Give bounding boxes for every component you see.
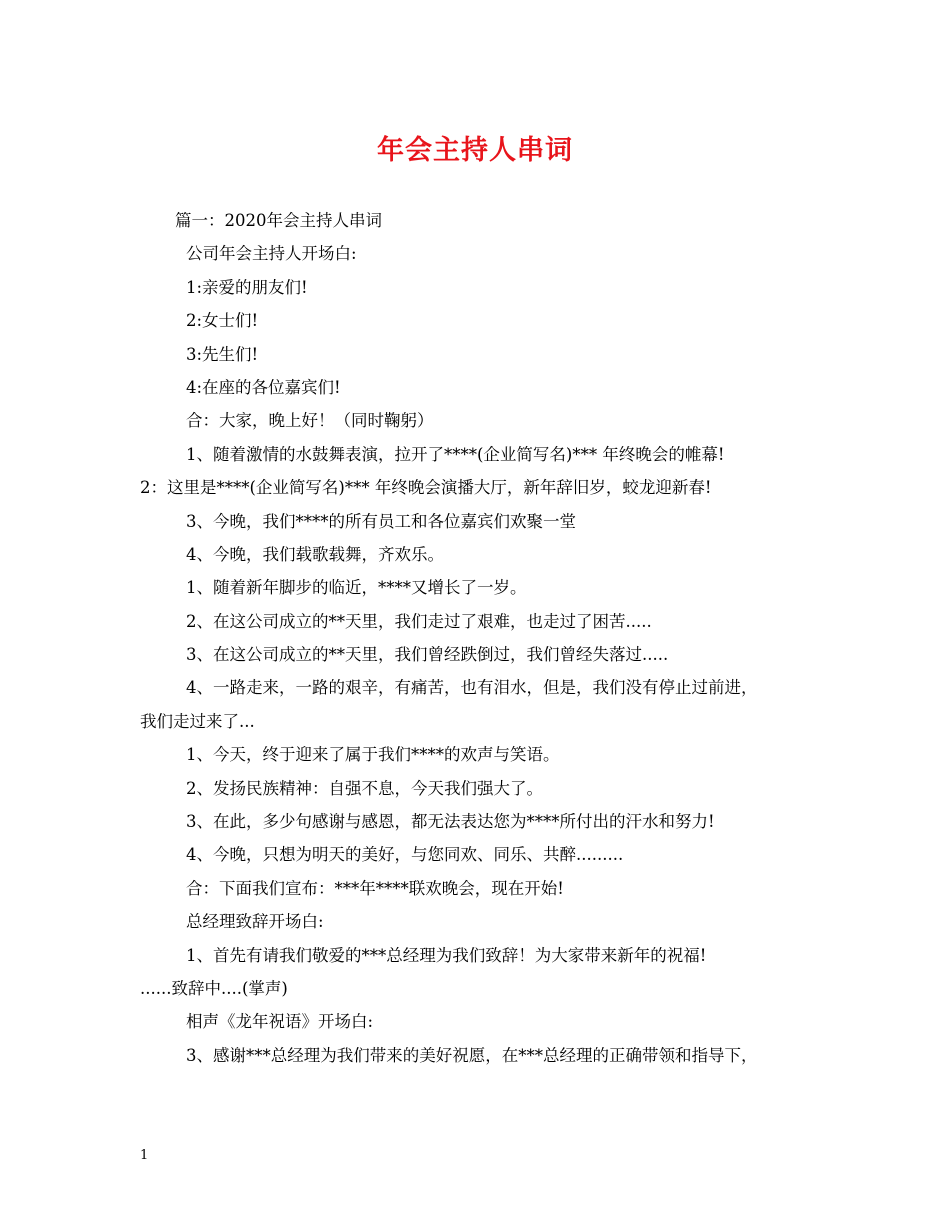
paragraph-line: 相声《龙年祝语》开场白: xyxy=(186,1012,374,1032)
paragraph-line: 公司年会主持人开场白: xyxy=(186,244,357,264)
paragraph-line: 4:在座的各位嘉宾们! xyxy=(186,377,341,397)
paragraph-line: 3:先生们! xyxy=(186,344,259,364)
paragraph-line: 3、在这公司成立的**天里，我们曾经跌倒过，我们曾经失落过..... xyxy=(186,645,669,665)
paragraph-line: 2:女士们! xyxy=(186,311,259,331)
paragraph-line: 1、今天，终于迎来了属于我们****的欢声与笑语。 xyxy=(186,745,560,765)
paragraph-line: ......致辞中....(掌声) xyxy=(140,978,288,998)
paragraph-line: 1、随着激情的水鼓舞表演，拉开了****(企业简写名)*** 年终晚会的帷幕! xyxy=(186,444,725,464)
page-number: 1 xyxy=(140,1148,149,1163)
document-body xyxy=(140,204,812,1072)
document-title: 年会主持人串词 xyxy=(377,135,573,166)
paragraph-line: 2：这里是****(企业简写名)*** 年终晚会演播大厅，新年辞旧岁，蛟龙迎新春! xyxy=(140,478,712,498)
paragraph-line: 1、首先有请我们敬爱的***总经理为我们致辞！为大家带来新年的祝福! xyxy=(186,945,707,965)
paragraph-line: 3、感谢***总经理为我们带来的美好祝愿，在***总经理的正确带领和指导下， xyxy=(186,1045,758,1065)
paragraph-line: 1、随着新年脚步的临近，****又增长了一岁。 xyxy=(186,578,527,598)
paragraph-line: 1:亲爱的朋友们! xyxy=(186,277,308,297)
paragraph-line: 我们走过来了... xyxy=(140,711,255,731)
paragraph-line: 2、在这公司成立的**天里，我们走过了艰难，也走过了困苦..... xyxy=(186,611,652,631)
section-heading: 篇一：2020年会主持人串词 xyxy=(175,211,382,230)
paragraph-line: 4、一路走来，一路的艰辛，有痛苦，也有泪水，但是，我们没有停止过前进， xyxy=(186,678,758,698)
paragraph-line: 4、今晚，只想为明天的美好，与您同欢、同乐、共醉......... xyxy=(186,845,624,865)
paragraph-line: 合：下面我们宣布：***年****联欢晚会，现在开始! xyxy=(186,878,564,898)
paragraph-line: 合：大家，晚上好！（同时鞠躬） xyxy=(186,411,434,431)
paragraph-line: 3、今晚，我们****的所有员工和各位嘉宾们欢聚一堂 xyxy=(186,511,576,531)
paragraph-line: 4、今晚，我们载歌载舞，齐欢乐。 xyxy=(186,544,444,564)
paragraph-line: 3、在此，多少句感谢与感恩，都无法表达您为****所付出的汗水和努力! xyxy=(186,812,715,832)
paragraph-line: 2、发扬民族精神：自强不息，今天我们强大了。 xyxy=(186,778,543,798)
paragraph-line: 总经理致辞开场白: xyxy=(186,912,324,932)
